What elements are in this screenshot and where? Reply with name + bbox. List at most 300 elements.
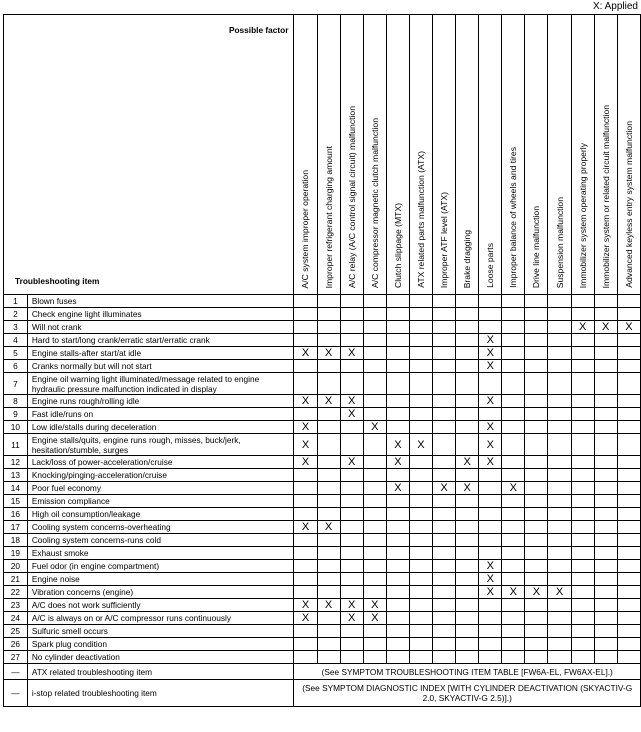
empty-cell xyxy=(386,469,409,482)
empty-cell xyxy=(594,395,617,408)
factor-label: Drive line malfunction xyxy=(531,205,542,288)
empty-cell xyxy=(409,360,432,373)
row-number: 22 xyxy=(4,586,28,599)
applied-mark: X xyxy=(294,599,317,612)
factor-header xyxy=(433,15,456,295)
empty-cell xyxy=(386,421,409,434)
applied-mark: X xyxy=(386,434,409,456)
empty-cell xyxy=(386,347,409,360)
empty-cell xyxy=(317,534,340,547)
empty-cell xyxy=(502,408,525,421)
row-item: Will not crank xyxy=(27,321,294,334)
empty-cell xyxy=(571,612,594,625)
table-row xyxy=(4,625,641,638)
empty-cell xyxy=(363,373,386,395)
factor-label: Loose parts xyxy=(485,243,496,288)
empty-cell xyxy=(571,534,594,547)
empty-cell xyxy=(363,308,386,321)
empty-cell xyxy=(340,421,363,434)
empty-cell xyxy=(433,547,456,560)
empty-cell xyxy=(479,495,502,508)
table-row xyxy=(4,599,641,612)
empty-cell xyxy=(456,547,479,560)
extra-row xyxy=(4,664,641,680)
empty-cell xyxy=(594,651,617,664)
empty-cell xyxy=(617,534,640,547)
empty-cell xyxy=(409,508,432,521)
empty-cell xyxy=(525,295,548,308)
empty-cell xyxy=(548,456,571,469)
empty-cell xyxy=(409,495,432,508)
table-row xyxy=(4,495,641,508)
empty-cell xyxy=(317,308,340,321)
empty-cell xyxy=(571,469,594,482)
empty-cell xyxy=(548,612,571,625)
row-item: A/C is always on or A/C compressor runs continuously xyxy=(27,612,294,625)
empty-cell xyxy=(409,321,432,334)
empty-cell xyxy=(571,508,594,521)
possible-factor-label: Possible factor xyxy=(228,25,289,35)
empty-cell xyxy=(386,612,409,625)
empty-cell xyxy=(571,434,594,456)
empty-cell xyxy=(548,521,571,534)
row-item: Engine stalls/quits, engine runs rough, misses, buck/jerk, hesitation/stumble, surges xyxy=(27,434,294,456)
row-number: 21 xyxy=(4,573,28,586)
empty-cell xyxy=(363,482,386,495)
empty-cell xyxy=(340,360,363,373)
empty-cell xyxy=(433,508,456,521)
empty-cell xyxy=(617,434,640,456)
empty-cell xyxy=(456,347,479,360)
table-row xyxy=(4,434,641,456)
empty-cell xyxy=(340,534,363,547)
empty-cell xyxy=(409,408,432,421)
empty-cell xyxy=(456,373,479,395)
empty-cell xyxy=(294,560,317,573)
empty-cell xyxy=(409,586,432,599)
empty-cell xyxy=(548,651,571,664)
row-item: A/C does not work sufficiently xyxy=(27,599,294,612)
empty-cell xyxy=(617,599,640,612)
applied-mark: X xyxy=(317,521,340,534)
empty-cell xyxy=(502,395,525,408)
empty-cell xyxy=(571,482,594,495)
empty-cell xyxy=(456,321,479,334)
empty-cell xyxy=(317,421,340,434)
empty-cell xyxy=(571,599,594,612)
empty-cell xyxy=(502,573,525,586)
empty-cell xyxy=(548,421,571,434)
empty-cell xyxy=(617,495,640,508)
applied-mark: X xyxy=(340,599,363,612)
factor-label: ATX related parts malfunction (ATX) xyxy=(415,151,426,288)
empty-cell xyxy=(594,334,617,347)
empty-cell xyxy=(340,586,363,599)
table-row xyxy=(4,508,641,521)
applied-mark: X xyxy=(479,434,502,456)
applied-mark: X xyxy=(456,456,479,469)
empty-cell xyxy=(525,573,548,586)
reference-note: (See SYMPTOM TROUBLESHOOTING ITEM TABLE [FW6A-EL, FW6AX-EL].) xyxy=(294,664,641,680)
empty-cell xyxy=(294,360,317,373)
empty-cell xyxy=(294,625,317,638)
empty-cell xyxy=(363,508,386,521)
factor-label: Improper ATF level (ATX) xyxy=(439,191,450,288)
row-number: 1 xyxy=(4,295,28,308)
applied-mark: X xyxy=(294,521,317,534)
empty-cell xyxy=(317,560,340,573)
applied-mark: X xyxy=(525,586,548,599)
empty-cell xyxy=(317,482,340,495)
applied-mark: X xyxy=(340,408,363,421)
empty-cell xyxy=(594,373,617,395)
empty-cell xyxy=(317,434,340,456)
row-item: Cranks normally but will not start xyxy=(27,360,294,373)
empty-cell xyxy=(294,373,317,395)
corner-header xyxy=(4,15,294,295)
table-row xyxy=(4,521,641,534)
applied-mark: X xyxy=(479,334,502,347)
empty-cell xyxy=(363,547,386,560)
empty-cell xyxy=(594,347,617,360)
applied-mark: X xyxy=(479,573,502,586)
empty-cell xyxy=(479,295,502,308)
empty-cell xyxy=(571,547,594,560)
empty-cell xyxy=(363,521,386,534)
factor-header xyxy=(525,15,548,295)
row-item: Fast idle/runs on xyxy=(27,408,294,421)
row-number: 19 xyxy=(4,547,28,560)
empty-cell xyxy=(502,321,525,334)
row-number: 18 xyxy=(4,534,28,547)
empty-cell xyxy=(617,347,640,360)
empty-cell xyxy=(502,508,525,521)
empty-cell xyxy=(317,638,340,651)
factor-label: Advanced keyless entry system malfunction xyxy=(623,121,634,288)
empty-cell xyxy=(617,482,640,495)
empty-cell xyxy=(363,456,386,469)
empty-cell xyxy=(340,625,363,638)
empty-cell xyxy=(456,421,479,434)
applied-mark: X xyxy=(363,612,386,625)
table-row xyxy=(4,347,641,360)
empty-cell xyxy=(617,408,640,421)
empty-cell xyxy=(525,373,548,395)
empty-cell xyxy=(571,495,594,508)
empty-cell xyxy=(363,408,386,421)
empty-cell xyxy=(409,599,432,612)
empty-cell xyxy=(525,599,548,612)
empty-cell xyxy=(386,534,409,547)
applied-mark: X xyxy=(317,395,340,408)
row-number: 8 xyxy=(4,395,28,408)
empty-cell xyxy=(571,638,594,651)
empty-cell xyxy=(317,547,340,560)
empty-cell xyxy=(409,482,432,495)
factor-label: Immobilizer system or related circuit malfunction xyxy=(600,104,611,288)
empty-cell xyxy=(433,421,456,434)
reference-note: (See SYMPTOM DIAGNOSTIC INDEX [WITH CYLINDER DEACTIVATION (SKYACTIV-G 2.0, SKYACTIV-G 2.5)].) xyxy=(294,680,641,707)
empty-cell xyxy=(363,495,386,508)
empty-cell xyxy=(548,347,571,360)
empty-cell xyxy=(340,573,363,586)
empty-cell xyxy=(594,534,617,547)
empty-cell xyxy=(502,547,525,560)
applied-mark: X xyxy=(479,560,502,573)
factor-label: Immobilizer system operating properly xyxy=(577,142,588,288)
applied-mark: X xyxy=(294,395,317,408)
empty-cell xyxy=(433,495,456,508)
empty-cell xyxy=(456,360,479,373)
empty-cell xyxy=(502,334,525,347)
applied-mark: X xyxy=(294,434,317,456)
empty-cell xyxy=(548,408,571,421)
empty-cell xyxy=(479,308,502,321)
empty-cell xyxy=(617,586,640,599)
table-row xyxy=(4,373,641,395)
empty-cell xyxy=(525,321,548,334)
row-number: 5 xyxy=(4,347,28,360)
empty-cell xyxy=(617,469,640,482)
empty-cell xyxy=(456,521,479,534)
empty-cell xyxy=(571,560,594,573)
empty-cell xyxy=(548,573,571,586)
table-row xyxy=(4,482,641,495)
empty-cell xyxy=(363,560,386,573)
empty-cell xyxy=(502,373,525,395)
empty-cell xyxy=(317,625,340,638)
applied-mark: X xyxy=(502,586,525,599)
empty-cell xyxy=(433,612,456,625)
empty-cell xyxy=(617,651,640,664)
row-number: 15 xyxy=(4,495,28,508)
empty-cell xyxy=(548,321,571,334)
empty-cell xyxy=(617,560,640,573)
applied-mark: X xyxy=(617,321,640,334)
row-item: Low idle/stalls during deceleration xyxy=(27,421,294,434)
row-number: 3 xyxy=(4,321,28,334)
empty-cell xyxy=(456,651,479,664)
empty-cell xyxy=(433,308,456,321)
empty-cell xyxy=(433,599,456,612)
empty-cell xyxy=(594,573,617,586)
empty-cell xyxy=(525,612,548,625)
empty-cell xyxy=(525,421,548,434)
row-item: No cylinder deactivation xyxy=(27,651,294,664)
empty-cell xyxy=(594,508,617,521)
empty-cell xyxy=(502,295,525,308)
factor-label: Suspension malfunction xyxy=(554,196,565,288)
empty-cell xyxy=(409,308,432,321)
row-item: Engine runs rough/rolling idle xyxy=(27,395,294,408)
row-number: 14 xyxy=(4,482,28,495)
empty-cell xyxy=(317,321,340,334)
empty-cell xyxy=(340,482,363,495)
empty-cell xyxy=(479,651,502,664)
factor-header xyxy=(548,15,571,295)
empty-cell xyxy=(363,434,386,456)
empty-cell xyxy=(479,321,502,334)
empty-cell xyxy=(433,373,456,395)
table-row xyxy=(4,295,641,308)
empty-cell xyxy=(386,599,409,612)
empty-cell xyxy=(386,547,409,560)
empty-cell xyxy=(363,651,386,664)
applied-mark: X xyxy=(479,360,502,373)
empty-cell xyxy=(617,421,640,434)
row-item: Cooling system concerns-overheating xyxy=(27,521,294,534)
row-item: High oil consumption/leakage xyxy=(27,508,294,521)
row-number: — xyxy=(4,680,28,707)
table-row xyxy=(4,360,641,373)
empty-cell xyxy=(456,586,479,599)
empty-cell xyxy=(502,521,525,534)
empty-cell xyxy=(617,295,640,308)
empty-cell xyxy=(456,599,479,612)
empty-cell xyxy=(502,638,525,651)
empty-cell xyxy=(294,573,317,586)
legend: X: Applied xyxy=(592,1,638,12)
applied-mark: X xyxy=(363,599,386,612)
empty-cell xyxy=(525,560,548,573)
empty-cell xyxy=(502,347,525,360)
row-item: Sulfuric smell occurs xyxy=(27,625,294,638)
empty-cell xyxy=(525,534,548,547)
empty-cell xyxy=(433,360,456,373)
empty-cell xyxy=(433,469,456,482)
empty-cell xyxy=(571,625,594,638)
empty-cell xyxy=(502,434,525,456)
empty-cell xyxy=(294,469,317,482)
empty-cell xyxy=(409,638,432,651)
empty-cell xyxy=(571,586,594,599)
row-number: 13 xyxy=(4,469,28,482)
empty-cell xyxy=(594,521,617,534)
empty-cell xyxy=(363,469,386,482)
empty-cell xyxy=(433,638,456,651)
empty-cell xyxy=(433,434,456,456)
empty-cell xyxy=(548,534,571,547)
empty-cell xyxy=(548,625,571,638)
applied-mark: X xyxy=(294,347,317,360)
row-item: Hard to start/long crank/erratic start/erratic crank xyxy=(27,334,294,347)
factor-header xyxy=(617,15,640,295)
empty-cell xyxy=(386,308,409,321)
empty-cell xyxy=(317,295,340,308)
empty-cell xyxy=(294,495,317,508)
applied-mark: X xyxy=(340,456,363,469)
empty-cell xyxy=(548,495,571,508)
row-item: i-stop related troubleshooting item xyxy=(27,680,294,707)
empty-cell xyxy=(594,308,617,321)
empty-cell xyxy=(525,308,548,321)
empty-cell xyxy=(479,482,502,495)
empty-cell xyxy=(571,456,594,469)
applied-mark: X xyxy=(479,421,502,434)
empty-cell xyxy=(340,434,363,456)
row-number: 4 xyxy=(4,334,28,347)
applied-mark: X xyxy=(479,456,502,469)
empty-cell xyxy=(363,321,386,334)
empty-cell xyxy=(525,347,548,360)
empty-cell xyxy=(386,508,409,521)
empty-cell xyxy=(594,360,617,373)
empty-cell xyxy=(502,495,525,508)
empty-cell xyxy=(409,612,432,625)
empty-cell xyxy=(479,625,502,638)
table-row xyxy=(4,547,641,560)
empty-cell xyxy=(340,651,363,664)
empty-cell xyxy=(617,547,640,560)
empty-cell xyxy=(456,560,479,573)
empty-cell xyxy=(502,625,525,638)
empty-cell xyxy=(548,360,571,373)
empty-cell xyxy=(594,625,617,638)
empty-cell xyxy=(409,547,432,560)
empty-cell xyxy=(294,308,317,321)
empty-cell xyxy=(363,638,386,651)
row-number: 2 xyxy=(4,308,28,321)
empty-cell xyxy=(433,456,456,469)
row-item: Check engine light illuminates xyxy=(27,308,294,321)
empty-cell xyxy=(525,408,548,421)
empty-cell xyxy=(294,482,317,495)
empty-cell xyxy=(409,421,432,434)
table-row xyxy=(4,534,641,547)
row-item: Emission compliance xyxy=(27,495,294,508)
empty-cell xyxy=(409,347,432,360)
empty-cell xyxy=(363,334,386,347)
empty-cell xyxy=(594,560,617,573)
row-number: 25 xyxy=(4,625,28,638)
empty-cell xyxy=(502,421,525,434)
empty-cell xyxy=(617,625,640,638)
empty-cell xyxy=(479,521,502,534)
empty-cell xyxy=(617,308,640,321)
empty-cell xyxy=(617,373,640,395)
empty-cell xyxy=(594,408,617,421)
empty-cell xyxy=(340,295,363,308)
row-item: Spark plug condition xyxy=(27,638,294,651)
applied-mark: X xyxy=(386,482,409,495)
empty-cell xyxy=(548,547,571,560)
factor-label: A/C compressor magnetic clutch malfunction xyxy=(369,117,380,288)
empty-cell xyxy=(571,421,594,434)
empty-cell xyxy=(548,469,571,482)
empty-cell xyxy=(294,586,317,599)
empty-cell xyxy=(386,395,409,408)
row-number: 10 xyxy=(4,421,28,434)
empty-cell xyxy=(456,495,479,508)
empty-cell xyxy=(456,469,479,482)
empty-cell xyxy=(548,508,571,521)
applied-mark: X xyxy=(317,347,340,360)
empty-cell xyxy=(409,295,432,308)
empty-cell xyxy=(294,295,317,308)
empty-cell xyxy=(294,651,317,664)
empty-cell xyxy=(317,573,340,586)
empty-cell xyxy=(502,560,525,573)
applied-mark: X xyxy=(317,599,340,612)
empty-cell xyxy=(571,360,594,373)
factor-header xyxy=(363,15,386,295)
factor-label: A/C relay (A/C control signal circuit) malfunction xyxy=(346,106,357,288)
table-row xyxy=(4,456,641,469)
empty-cell xyxy=(409,334,432,347)
factor-header xyxy=(594,15,617,295)
applied-mark: X xyxy=(340,395,363,408)
empty-cell xyxy=(594,482,617,495)
